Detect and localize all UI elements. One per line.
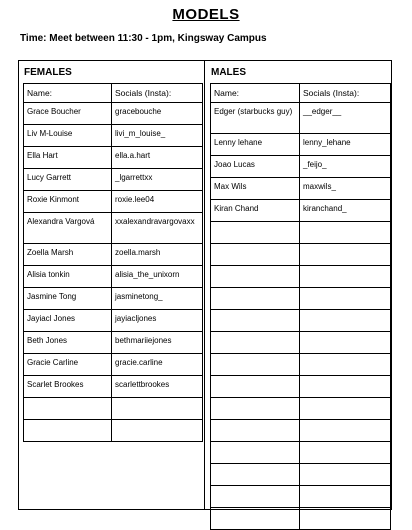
table-header-row: [211, 84, 391, 103]
model-social: maxwils_: [300, 178, 391, 200]
model-social: _feijo_: [300, 156, 391, 178]
table-row: [24, 376, 203, 398]
table-row: [24, 213, 203, 244]
males-heading: MALES: [211, 67, 246, 78]
females-heading: FEMALES: [24, 67, 72, 78]
page-title: MODELS: [172, 6, 240, 23]
model-social: livi_m_louise_: [112, 125, 203, 147]
empty-row: [24, 398, 203, 420]
males-table: [210, 83, 391, 530]
model-social: scarlettbrookes: [112, 376, 203, 398]
table-row: [211, 156, 391, 178]
model-name: Jasmine Tong: [24, 288, 112, 310]
model-social: _lgarrettxx: [112, 169, 203, 191]
empty-row: [211, 266, 391, 288]
model-name: Max Wils: [211, 178, 300, 200]
model-name: Alexandra Vargová: [24, 213, 112, 244]
table-row: [24, 310, 203, 332]
table-header-row: [24, 84, 203, 103]
model-name: Alisia tonkin: [24, 266, 112, 288]
empty-row: [211, 288, 391, 310]
females-table: [23, 83, 203, 442]
column-divider: [204, 61, 205, 509]
empty-row: [211, 244, 391, 266]
model-name: Edger (starbucks guy): [211, 103, 300, 134]
table-row: [24, 244, 203, 266]
empty-row: [24, 420, 203, 442]
model-name: Beth Jones: [24, 332, 112, 354]
empty-row: [211, 222, 391, 244]
model-name: Zoella Marsh: [24, 244, 112, 266]
empty-row: [211, 332, 391, 354]
table-row: [24, 103, 203, 125]
table-row: [24, 191, 203, 213]
table-row: [24, 147, 203, 169]
model-social: lenny_lehane: [300, 134, 391, 156]
table-row: [24, 169, 203, 191]
model-name: Lenny lehane: [211, 134, 300, 156]
model-name: Joao Lucas: [211, 156, 300, 178]
socials-column-header: Socials (Insta):: [112, 84, 203, 103]
table-row: [24, 266, 203, 288]
name-column-header: Name:: [211, 84, 300, 103]
model-name: Grace Boucher: [24, 103, 112, 125]
model-social: ella.a.hart: [112, 147, 203, 169]
model-name: Liv M-Louise: [24, 125, 112, 147]
empty-row: [211, 310, 391, 332]
empty-row: [211, 420, 391, 442]
table-row: [24, 125, 203, 147]
empty-row: [211, 398, 391, 420]
model-social: xxalexandravargovaxx: [112, 213, 203, 244]
empty-row: [211, 464, 391, 486]
meeting-time: Time: Meet between 11:30 - 1pm, Kingsway Campus: [20, 33, 267, 44]
model-social: gracie.carline: [112, 354, 203, 376]
model-name: Kiran Chand: [211, 200, 300, 222]
models-sheet: [18, 60, 392, 510]
empty-row: [211, 376, 391, 398]
model-social: zoella.marsh: [112, 244, 203, 266]
model-social: __edger__: [300, 103, 391, 134]
empty-row: [211, 508, 391, 530]
model-name: Gracie Carline: [24, 354, 112, 376]
empty-row: [211, 442, 391, 464]
model-social: alisia_the_unixorn: [112, 266, 203, 288]
table-row: [24, 332, 203, 354]
table-row: [211, 178, 391, 200]
table-row: [211, 200, 391, 222]
empty-row: [211, 354, 391, 376]
table-row: [211, 134, 391, 156]
model-social: jayiacljones: [112, 310, 203, 332]
table-row: [24, 354, 203, 376]
model-social: roxie.lee04: [112, 191, 203, 213]
table-row: [211, 103, 391, 134]
model-name: Jayiacl Jones: [24, 310, 112, 332]
socials-column-header: Socials (Insta):: [300, 84, 391, 103]
table-row: [24, 288, 203, 310]
model-name: Lucy Garrett: [24, 169, 112, 191]
model-name: Ella Hart: [24, 147, 112, 169]
name-column-header: Name:: [24, 84, 112, 103]
model-social: bethmariiejones: [112, 332, 203, 354]
model-name: Roxie Kinmont: [24, 191, 112, 213]
model-social: gracebouche: [112, 103, 203, 125]
empty-row: [211, 486, 391, 508]
model-social: jasminetong_: [112, 288, 203, 310]
model-social: kiranchand_: [300, 200, 391, 222]
model-name: Scarlet Brookes: [24, 376, 112, 398]
